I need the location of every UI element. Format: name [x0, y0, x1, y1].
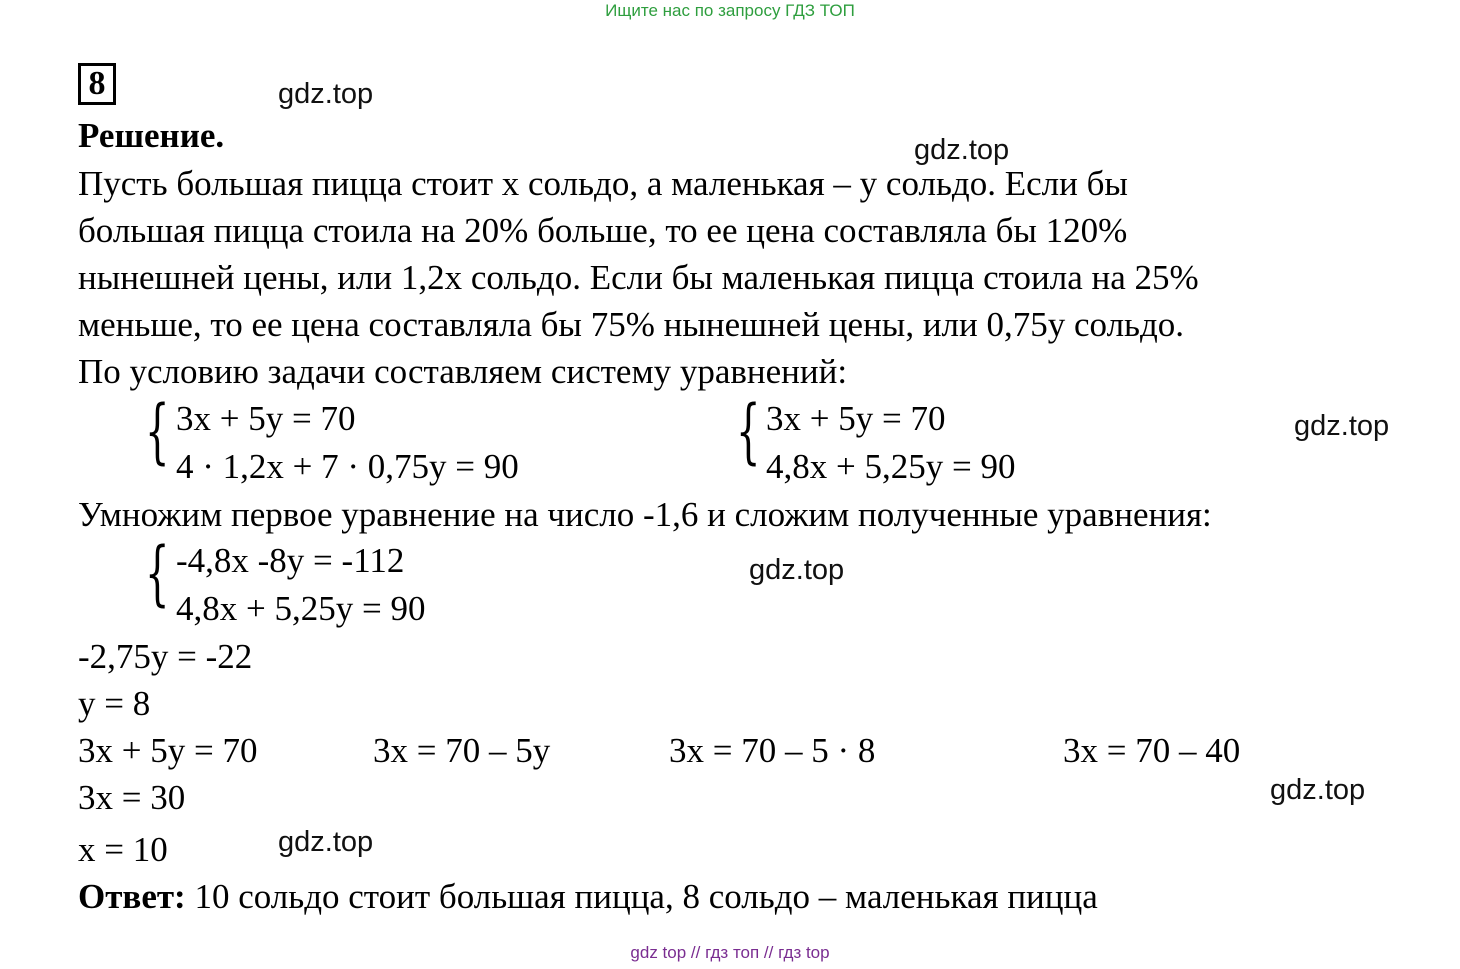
step-equation: 3х + 5у = 70 — [78, 731, 258, 770]
step-equation: 3х = 70 – 5 · 8 — [669, 731, 876, 770]
equation: 3х + 5у = 70 — [766, 399, 946, 438]
watermark: gdz.top — [1294, 410, 1390, 442]
paragraph-line: нынешней цены, или 1,2х сольдо. Если бы маленькая пицца стоила на 25% — [78, 258, 1199, 297]
step-equation: 3х = 70 – 5у — [373, 731, 551, 770]
equation: 3х + 5у = 70 — [176, 399, 356, 438]
answer-line — [78, 877, 1098, 917]
watermark: gdz.top — [914, 134, 1010, 166]
step-line: у = 8 — [78, 684, 151, 723]
watermark: gdz.top — [278, 826, 374, 858]
watermark: gdz.top — [1270, 774, 1366, 806]
solution-heading: Решение. — [78, 116, 225, 155]
top-banner: Ищите нас по запросу ГДЗ ТОП — [605, 1, 855, 20]
step-line: х = 10 — [78, 830, 168, 869]
footer-links: gdz top // гдз топ // гдз top — [630, 943, 830, 962]
equation: 4,8х + 5,25у = 90 — [176, 589, 426, 628]
paragraph-line: меньше, то ее цена составляла бы 75% нынешней цены, или 0,75у сольдо. — [78, 305, 1185, 344]
equation: -4,8х -8у = -112 — [176, 541, 405, 580]
answer-text: 10 сольдо стоит большая пицца, 8 сольдо – маленькая пицца — [194, 877, 1098, 916]
system-brace: { — [145, 532, 170, 614]
multiply-text: Умножим первое уравнение на число -1,6 и сложим полученные уравнения: — [78, 495, 1212, 534]
step-line: 3х = 30 — [78, 778, 186, 817]
watermark: gdz.top — [749, 554, 845, 586]
system-brace: { — [736, 390, 761, 472]
step-line: -2,75у = -22 — [78, 637, 253, 676]
equation: 4 · 1,2х + 7 · 0,75у = 90 — [176, 447, 519, 486]
paragraph-line: По условию задачи составляем систему уравнений: — [78, 352, 848, 391]
system-brace: { — [145, 390, 170, 472]
paragraph-line: Пусть большая пицца стоит х сольдо, а маленькая – у сольдо. Если бы — [78, 164, 1128, 203]
equation: 4,8х + 5,25у = 90 — [766, 447, 1016, 486]
paragraph-line: большая пицца стоила на 20% больше, то ее цена составляла бы 120% — [78, 211, 1128, 250]
answer-label: Ответ: — [78, 877, 186, 916]
watermark: gdz.top — [278, 78, 374, 110]
step-equation: 3х = 70 – 40 — [1063, 731, 1241, 770]
task-number: 8 — [78, 63, 116, 105]
